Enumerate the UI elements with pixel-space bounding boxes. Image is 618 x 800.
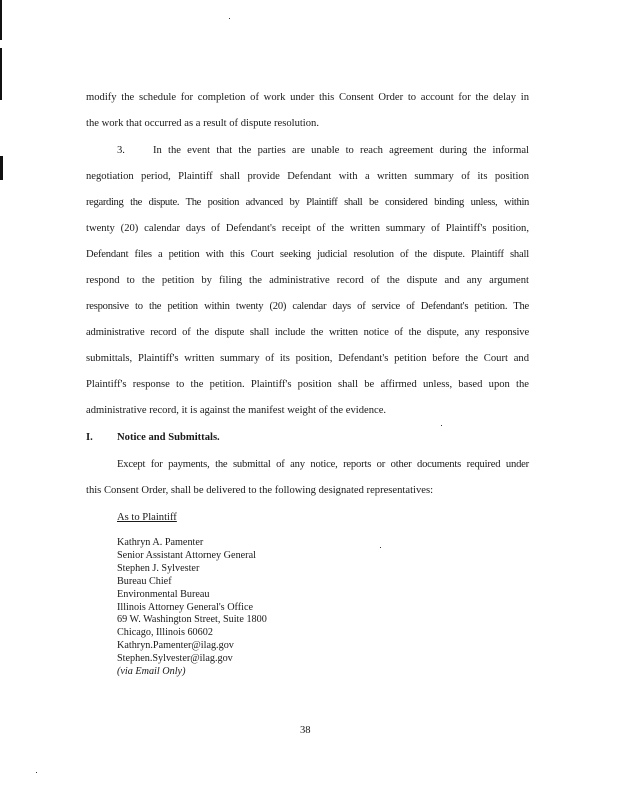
body-line: responsive to the petition within twenty (20) calendar days of service of Defendant's petition. The (86, 301, 529, 312)
body-line: this Consent Order, shall be delivered to the following designated representatives: (86, 485, 434, 496)
scan-speck (229, 18, 230, 19)
address-line: 69 W. Washington Street, Suite 1800 (117, 614, 267, 626)
address-line: Senior Assistant Attorney General (117, 549, 256, 561)
body-line: negotiation period, Plaintiff shall provide Defendant with a written summary of its position (86, 171, 529, 182)
recipient-address-block (117, 537, 267, 679)
scan-speck (441, 425, 442, 426)
body-line: regarding the dispute. The position advanced by Plaintiff shall be considered binding unless, within (86, 197, 529, 208)
body-line: twenty (20) calendar days of Defendant's receipt of the written summary of Plaintiff's position, (86, 223, 529, 234)
body-line: Plaintiff's response to the petition. Plaintiff's position shall be affirmed unless, based upon the (86, 379, 529, 390)
scan-edge-mark-top (0, 0, 2, 40)
body-line: Defendant files a petition with this Court seeking judicial resolution of the dispute. Plaintiff shall (86, 249, 529, 260)
body-line: the work that occurred as a result of dispute resolution. (86, 118, 319, 129)
body-line: Except for payments, the submittal of any notice, reports or other documents required under (117, 459, 529, 470)
address-line: Chicago, Illinois 60602 (117, 627, 213, 639)
delivery-note: (via Email Only) (117, 666, 186, 678)
address-line: Kathryn A. Pamenter (117, 537, 204, 548)
body-line: modify the schedule for completion of work under this Consent Order to account for the delay in (86, 92, 529, 103)
paragraph-number: 3. (117, 145, 125, 156)
body-line: administrative record, it is against the manifest weight of the evidence. (86, 405, 387, 416)
body-line: submittals, Plaintiff's written summary of its position, Defendant's petition before the Court and (86, 353, 529, 364)
email-address: Stephen.Sylvester@ilag.gov (117, 653, 233, 665)
page-number: 38 (300, 725, 311, 736)
body-line: administrative record of the dispute shall include the written notice of the dispute, any responsive (86, 327, 529, 338)
scan-edge-mark-middle (0, 48, 2, 100)
scan-speck (36, 772, 37, 773)
recipient-heading: As to Plaintiff (117, 512, 177, 523)
email-address: Kathryn.Pamenter@ilag.gov (117, 640, 234, 652)
body-line: In the event that the parties are unable to reach agreement during the informal (153, 145, 529, 156)
body-line: respond to the petition by filing the administrative record of the dispute and any argument (86, 275, 529, 286)
scan-edge-mark-lower (0, 156, 3, 180)
section-heading: Notice and Submittals. (117, 432, 220, 443)
address-line: Stephen J. Sylvester (117, 562, 200, 574)
address-line: Bureau Chief (117, 575, 172, 587)
scan-speck (380, 547, 381, 548)
section-letter: I. (86, 432, 93, 443)
address-line: Illinois Attorney General's Office (117, 601, 254, 613)
address-line: Environmental Bureau (117, 588, 210, 600)
